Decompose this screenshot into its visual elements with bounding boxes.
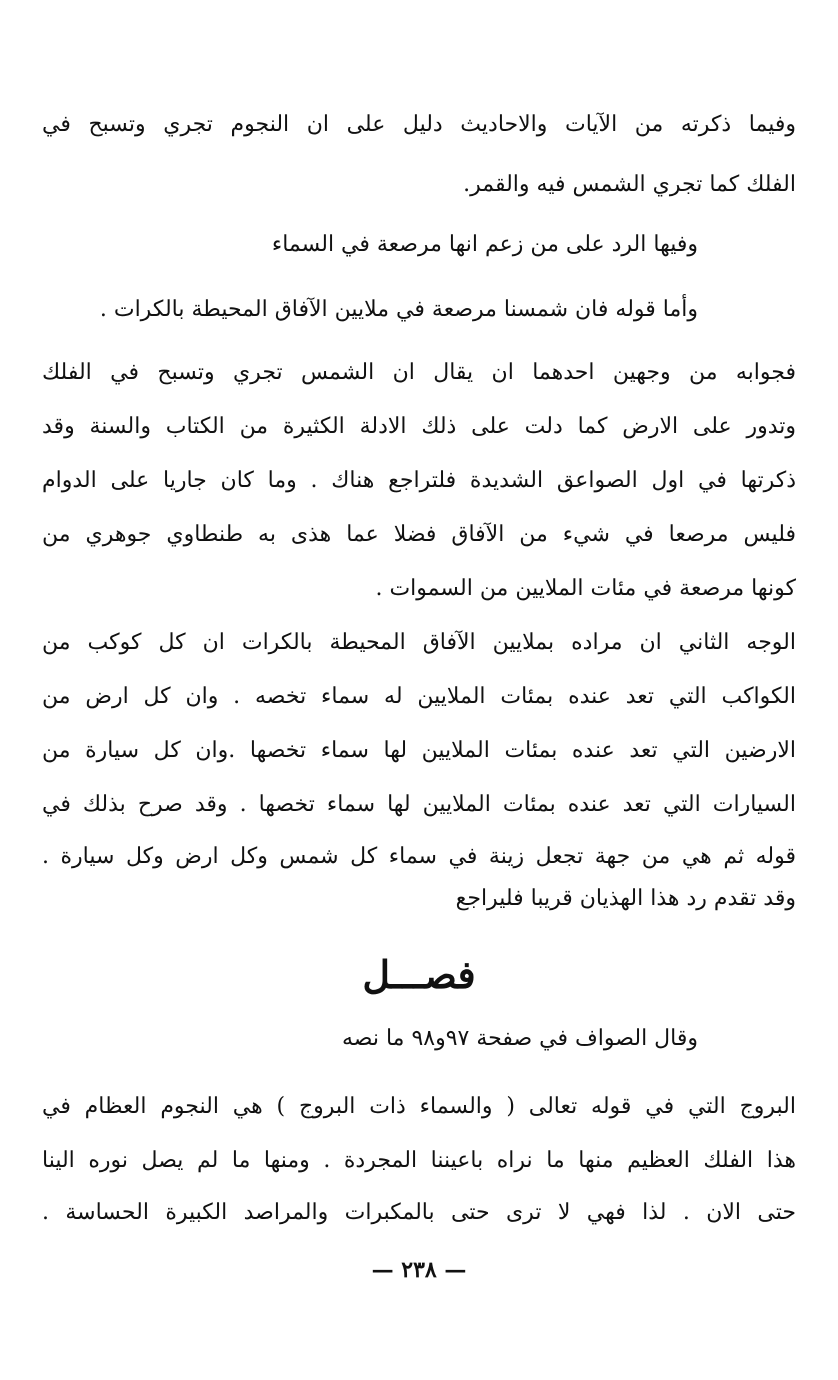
section-heading: فصـــل [362, 952, 476, 997]
text-line: ذكرتها في اول الصواعق الشديدة فلتراجع هناك . وما كان جاريا على الدوام [42, 468, 796, 493]
page-number: — ٢٣٨ — [371, 1257, 467, 1283]
text-line: البروج التي في قوله تعالى ( والسماء ذات البروج ) هي النجوم العظام في [42, 1094, 796, 1119]
text-line: حتى الان . لذا فهي لا ترى حتى بالمكبرات والمراصد الكبيرة الحساسة . [42, 1200, 796, 1225]
text-line: السيارات التي تعد عنده بمئات الملايين لها سماء تخصها . وقد صرح بذلك في [42, 792, 796, 817]
text-line: وفيها الرد على من زعم انها مرصعة في السماء [271, 232, 698, 257]
text-line: وفيما ذكرته من الآيات والاحاديث دليل على ان النجوم تجري وتسبح في [42, 112, 796, 137]
text-line: وأما قوله فان شمسنا مرصعة في ملايين الآفاق المحيطة بالكرات . [99, 297, 698, 322]
text-line: وقال الصواف في صفحة ٩٧و٩٨ ما نصه [341, 1026, 698, 1051]
text-line: وتدور على الارض كما دلت على ذلك الادلة الكثيرة من الكتاب والسنة وقد [42, 414, 796, 439]
text-line: الارضين التي تعد عنده بمئات الملايين لها سماء تخصها .وان كل سيارة من [42, 738, 796, 763]
text-line: الفلك كما تجري الشمس فيه والقمر. [463, 172, 796, 197]
text-line: فليس مرصعا في شيء من الآفاق فضلا عما هذى به طنطاوي جوهري من [42, 522, 796, 547]
text-line: فجوابه من وجهين احدهما ان يقال ان الشمس تجري وتسبح في الفلك [42, 360, 796, 385]
text-line: الوجه الثاني ان مراده بملايين الآفاق المحيطة بالكرات ان كل كوكب من [42, 630, 796, 655]
text-line: وقد تقدم رد هذا الهذيان قريبا فليراجع [455, 886, 796, 911]
text-line: الكواكب التي تعد عنده بمئات الملايين له سماء تخصه . وان كل ارض من [42, 684, 796, 709]
text-line: قوله ثم هي من جهة تجعل زينة في سماء كل شمس وكل ارض وكل سيارة . [42, 844, 796, 869]
text-line: كونها مرصعة في مئات الملايين من السموات . [375, 576, 796, 601]
text-line: هذا الفلك العظيم منها ما نراه باعيننا المجردة . ومنها ما لم يصل نوره الينا [42, 1148, 796, 1173]
